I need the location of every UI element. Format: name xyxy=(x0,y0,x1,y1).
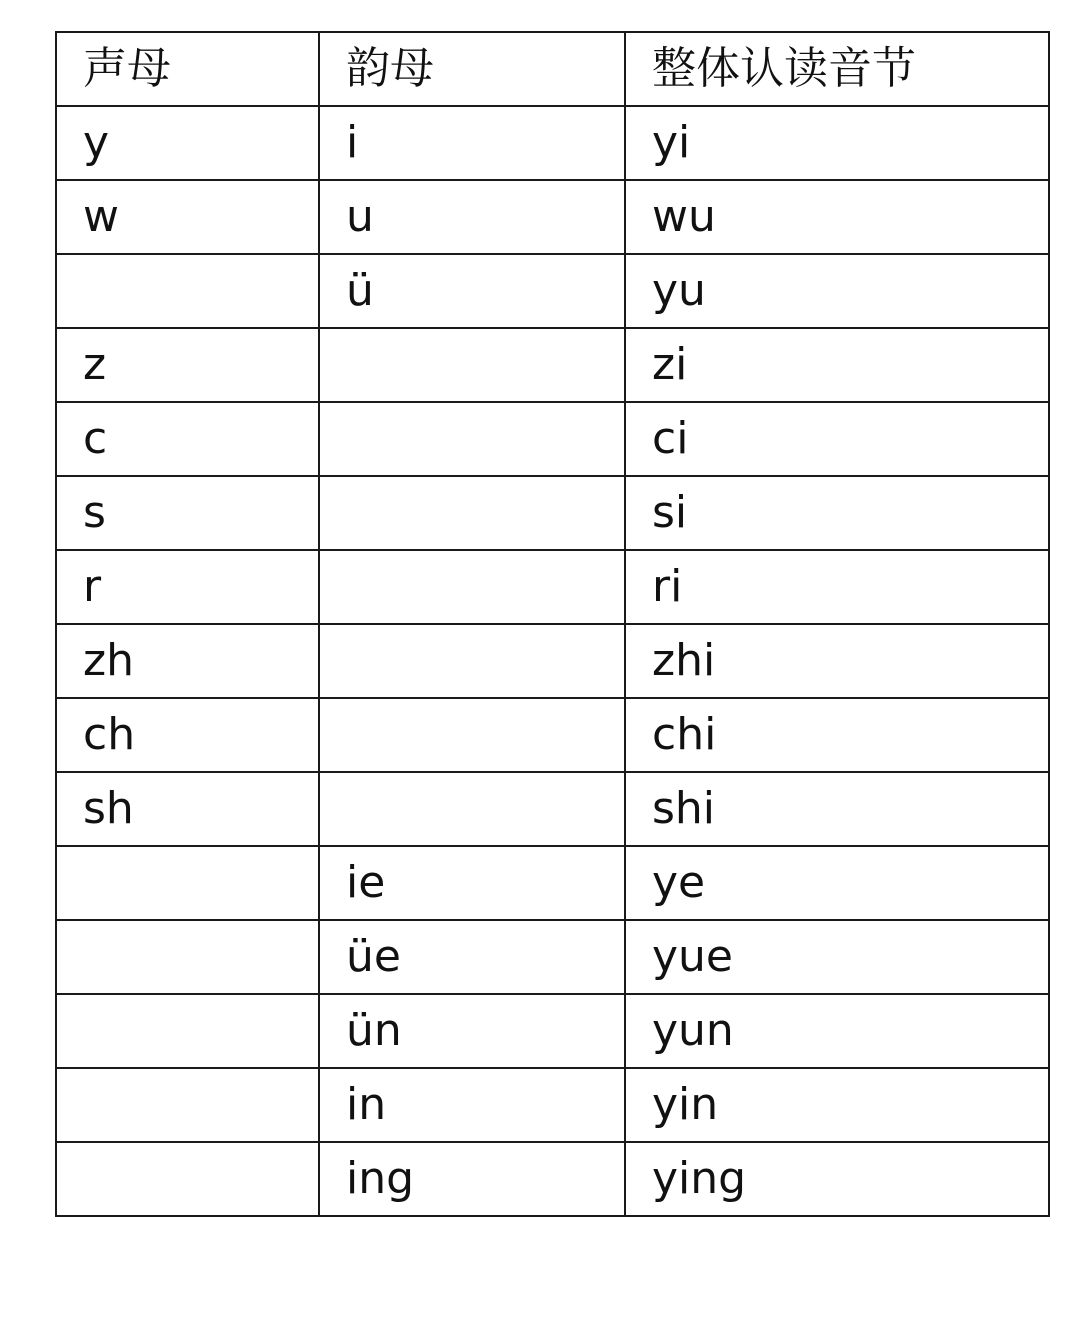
final-cell xyxy=(319,402,625,476)
final-cell xyxy=(319,550,625,624)
header-finals: 韵母 xyxy=(319,32,625,106)
initial-cell xyxy=(56,920,319,994)
table-row xyxy=(56,550,1049,624)
whole-syllable-cell: ying xyxy=(625,1142,1049,1216)
final-cell: üe xyxy=(319,920,625,994)
header-initials: 声母 xyxy=(56,32,319,106)
final-cell: ün xyxy=(319,994,625,1068)
header-row xyxy=(56,32,1049,106)
final-cell xyxy=(319,772,625,846)
header-whole-syllables: 整体认读音节 xyxy=(625,32,1049,106)
table-header xyxy=(56,32,1049,106)
pinyin-table xyxy=(55,31,1050,1217)
initial-cell: y xyxy=(56,106,319,180)
initial-cell xyxy=(56,994,319,1068)
whole-syllable-cell: ye xyxy=(625,846,1049,920)
whole-syllable-cell: yi xyxy=(625,106,1049,180)
table-row xyxy=(56,846,1049,920)
table-row xyxy=(56,180,1049,254)
initial-cell: z xyxy=(56,328,319,402)
final-cell: ü xyxy=(319,254,625,328)
whole-syllable-cell: zi xyxy=(625,328,1049,402)
table-body xyxy=(56,106,1049,1216)
initial-cell xyxy=(56,846,319,920)
table-row xyxy=(56,994,1049,1068)
initial-cell: c xyxy=(56,402,319,476)
whole-syllable-cell: zhi xyxy=(625,624,1049,698)
table-row xyxy=(56,698,1049,772)
final-cell xyxy=(319,476,625,550)
initial-cell: s xyxy=(56,476,319,550)
final-cell: ie xyxy=(319,846,625,920)
final-cell: i xyxy=(319,106,625,180)
table-row xyxy=(56,106,1049,180)
table-row xyxy=(56,476,1049,550)
table-row xyxy=(56,1068,1049,1142)
table-row xyxy=(56,402,1049,476)
final-cell xyxy=(319,624,625,698)
table-row xyxy=(56,920,1049,994)
initial-cell xyxy=(56,254,319,328)
whole-syllable-cell: yun xyxy=(625,994,1049,1068)
whole-syllable-cell: yue xyxy=(625,920,1049,994)
initial-cell: ch xyxy=(56,698,319,772)
final-cell: ing xyxy=(319,1142,625,1216)
whole-syllable-cell: chi xyxy=(625,698,1049,772)
table-row xyxy=(56,328,1049,402)
whole-syllable-cell: ri xyxy=(625,550,1049,624)
initial-cell: r xyxy=(56,550,319,624)
whole-syllable-cell: si xyxy=(625,476,1049,550)
initial-cell: zh xyxy=(56,624,319,698)
initial-cell: w xyxy=(56,180,319,254)
whole-syllable-cell: wu xyxy=(625,180,1049,254)
table-row xyxy=(56,1142,1049,1216)
initial-cell xyxy=(56,1142,319,1216)
initial-cell xyxy=(56,1068,319,1142)
final-cell xyxy=(319,698,625,772)
whole-syllable-cell: ci xyxy=(625,402,1049,476)
whole-syllable-cell: yu xyxy=(625,254,1049,328)
table-row xyxy=(56,772,1049,846)
table-row xyxy=(56,624,1049,698)
whole-syllable-cell: shi xyxy=(625,772,1049,846)
final-cell xyxy=(319,328,625,402)
table-row xyxy=(56,254,1049,328)
final-cell: u xyxy=(319,180,625,254)
whole-syllable-cell: yin xyxy=(625,1068,1049,1142)
initial-cell: sh xyxy=(56,772,319,846)
final-cell: in xyxy=(319,1068,625,1142)
